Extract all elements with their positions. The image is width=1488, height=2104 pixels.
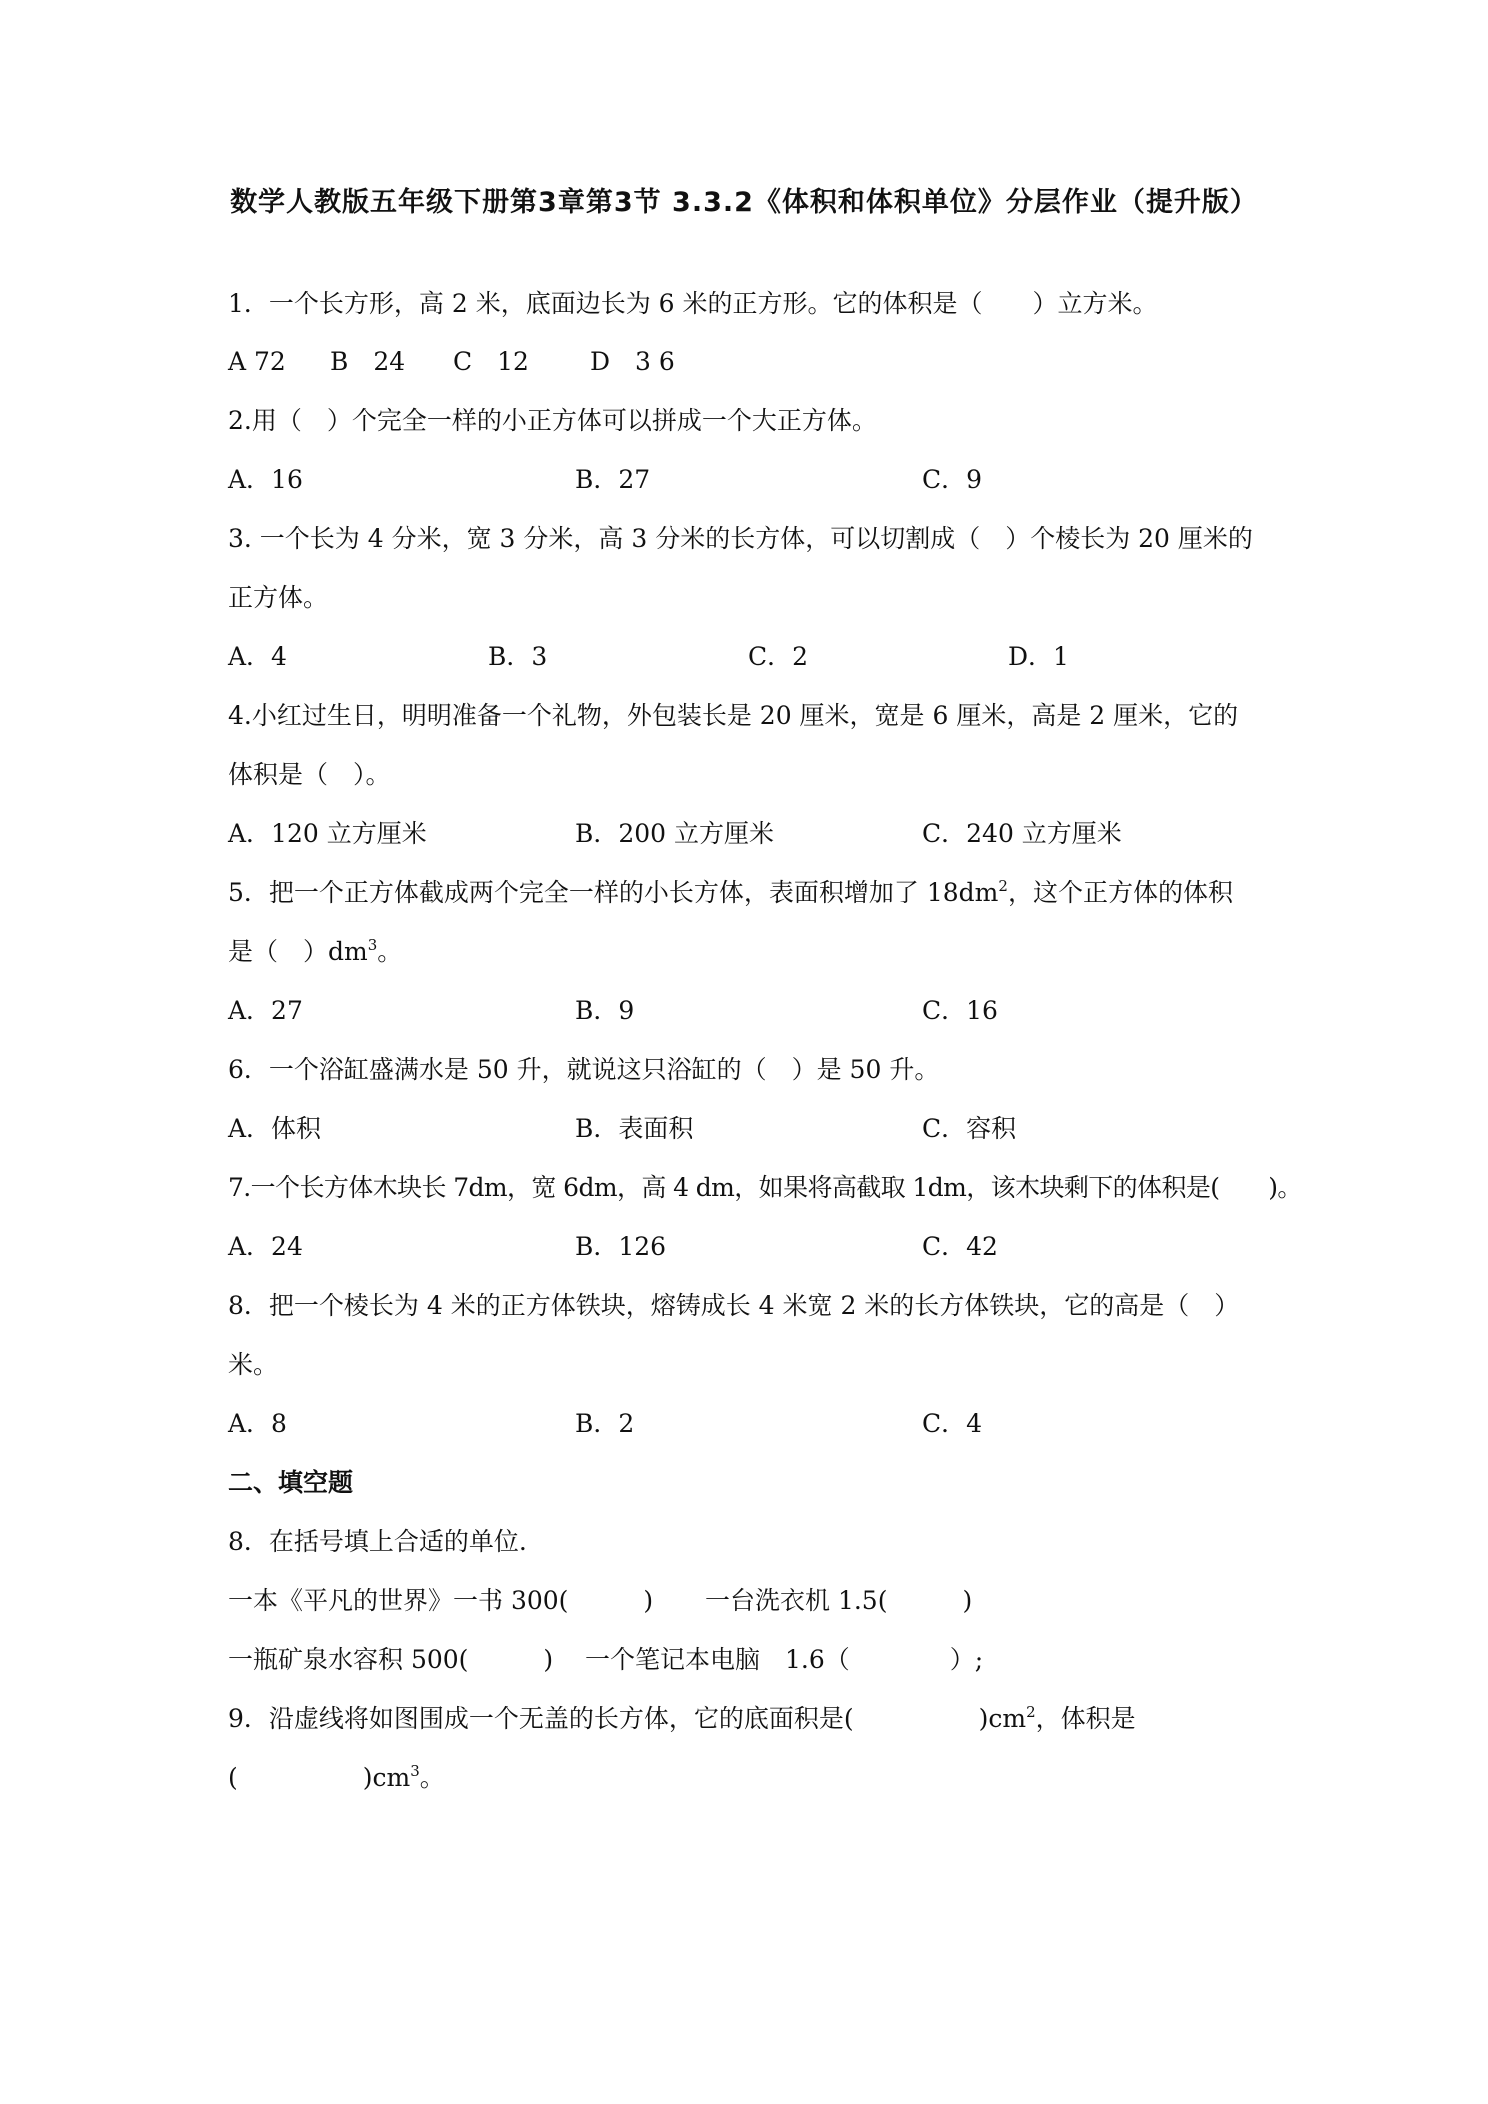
fill-q9-cont-text-b: 。 <box>419 1763 445 1792</box>
q7-option-c: C．42 <box>922 1232 998 1261</box>
fill-question-9-cont <box>228 1762 445 1794</box>
q8-option-a: A．8 <box>228 1409 287 1438</box>
q4-option-b: B．200 立方厘米 <box>575 819 775 848</box>
q5-superscript: 2 <box>998 877 1008 895</box>
fill-question-9 <box>228 1703 1136 1735</box>
fill-q8-item-laptop: 一个笔记本电脑 1.6（ ）; <box>585 1645 984 1674</box>
question-5-cont <box>228 936 402 968</box>
fill-q9-cont-text-a: ( )cm <box>228 1763 411 1792</box>
q5-option-a: A．27 <box>228 996 303 1025</box>
question-7: 7.一个长方体木块长 7dm，宽 6dm，高 4 dm，如果将高截取 1dm，该木块剩下的体积是( )。 <box>228 1173 1302 1202</box>
question-3-cont: 正方体。 <box>228 583 329 612</box>
q5-text-a: 5．把一个正方体截成两个完全一样的小长方体，表面积增加了 18dm <box>228 878 999 907</box>
q4-option-a: A．120 立方厘米 <box>228 819 427 848</box>
q7-option-b: B．126 <box>575 1232 667 1261</box>
q1-option-c: C 12 <box>453 347 529 376</box>
q2-option-c: C．9 <box>922 465 983 494</box>
fill-q8-item-water: 一瓶矿泉水容积 500( ) <box>228 1645 554 1674</box>
q1-option-d: D 3 6 <box>590 347 675 376</box>
q8-option-b: B．2 <box>575 1409 635 1438</box>
fill-q8-item-book: 一本《平凡的世界》一书 300( ) <box>228 1586 654 1615</box>
fill-q9-cont-superscript: 3 <box>410 1762 420 1780</box>
question-2: 2.用（ ）个完全一样的小正方体可以拼成一个大正方体。 <box>228 406 877 435</box>
q5-cont-superscript: 3 <box>367 936 378 954</box>
question-3: 3. 一个长为 4 分米，宽 3 分米，高 3 分米的长方体，可以切割成（ ）个棱长为 20 厘米的 <box>228 524 1253 553</box>
q5-text-b: ，这个正方体的体积 <box>1007 878 1233 907</box>
q2-option-a: A．16 <box>228 465 303 494</box>
q1-option-b: B 24 <box>330 347 406 376</box>
q5-option-b: B．9 <box>575 996 635 1025</box>
page-title: 数学人教版五年级下册第3章第3节 3.3.2《体积和体积单位》分层作业（提升版） <box>230 187 1258 218</box>
question-1: 1．一个长方形，高 2 米，底面边长为 6 米的正方形。它的体积是（ ）立方米。 <box>228 289 1158 318</box>
question-8: 8．把一个棱长为 4 米的正方体铁块，熔铸成长 4 米宽 2 米的长方体铁块，它的高是（ ） <box>228 1291 1240 1320</box>
q7-option-a: A．24 <box>228 1232 303 1261</box>
fill-q8-item-washer: 一台洗衣机 1.5( ) <box>705 1586 973 1615</box>
fill-q9-superscript: 2 <box>1026 1703 1036 1721</box>
question-6: 6．一个浴缸盛满水是 50 升，就说这只浴缸的（ ）是 50 升。 <box>228 1055 940 1084</box>
question-5 <box>228 877 1233 909</box>
q5-cont-text-b: 。 <box>377 937 403 966</box>
q3-option-b: B．3 <box>488 642 548 671</box>
q1-option-a: A 72 <box>228 347 286 376</box>
q3-option-d: D．1 <box>1008 642 1069 671</box>
fill-question-8: 8．在括号填上合适的单位. <box>228 1527 527 1556</box>
q3-option-a: A．4 <box>228 642 287 671</box>
q5-cont-text-a: 是（ ）dm <box>228 937 368 966</box>
q3-option-c: C．2 <box>748 642 809 671</box>
question-8-cont: 米。 <box>228 1350 279 1379</box>
fill-q9-text-b: ，体积是 <box>1035 1704 1136 1733</box>
q2-option-b: B．27 <box>575 465 651 494</box>
q6-option-b: B．表面积 <box>575 1114 694 1143</box>
q6-option-c: C．容积 <box>922 1114 1017 1143</box>
q8-option-c: C．4 <box>922 1409 983 1438</box>
fill-q9-text-a: 9．沿虚线将如图围成一个无盖的长方体，它的底面积是( )cm <box>228 1704 1027 1733</box>
q6-option-a: A．体积 <box>228 1114 322 1143</box>
section-heading-fill-in: 二、填空题 <box>228 1468 354 1497</box>
question-4: 4.小红过生日，明明准备一个礼物，外包装长是 20 厘米，宽是 6 厘米，高是 2 厘米，它的 <box>228 701 1239 730</box>
question-4-cont: 体积是（ ）。 <box>228 760 391 789</box>
q5-option-c: C．16 <box>922 996 998 1025</box>
q4-option-c: C．240 立方厘米 <box>922 819 1122 848</box>
